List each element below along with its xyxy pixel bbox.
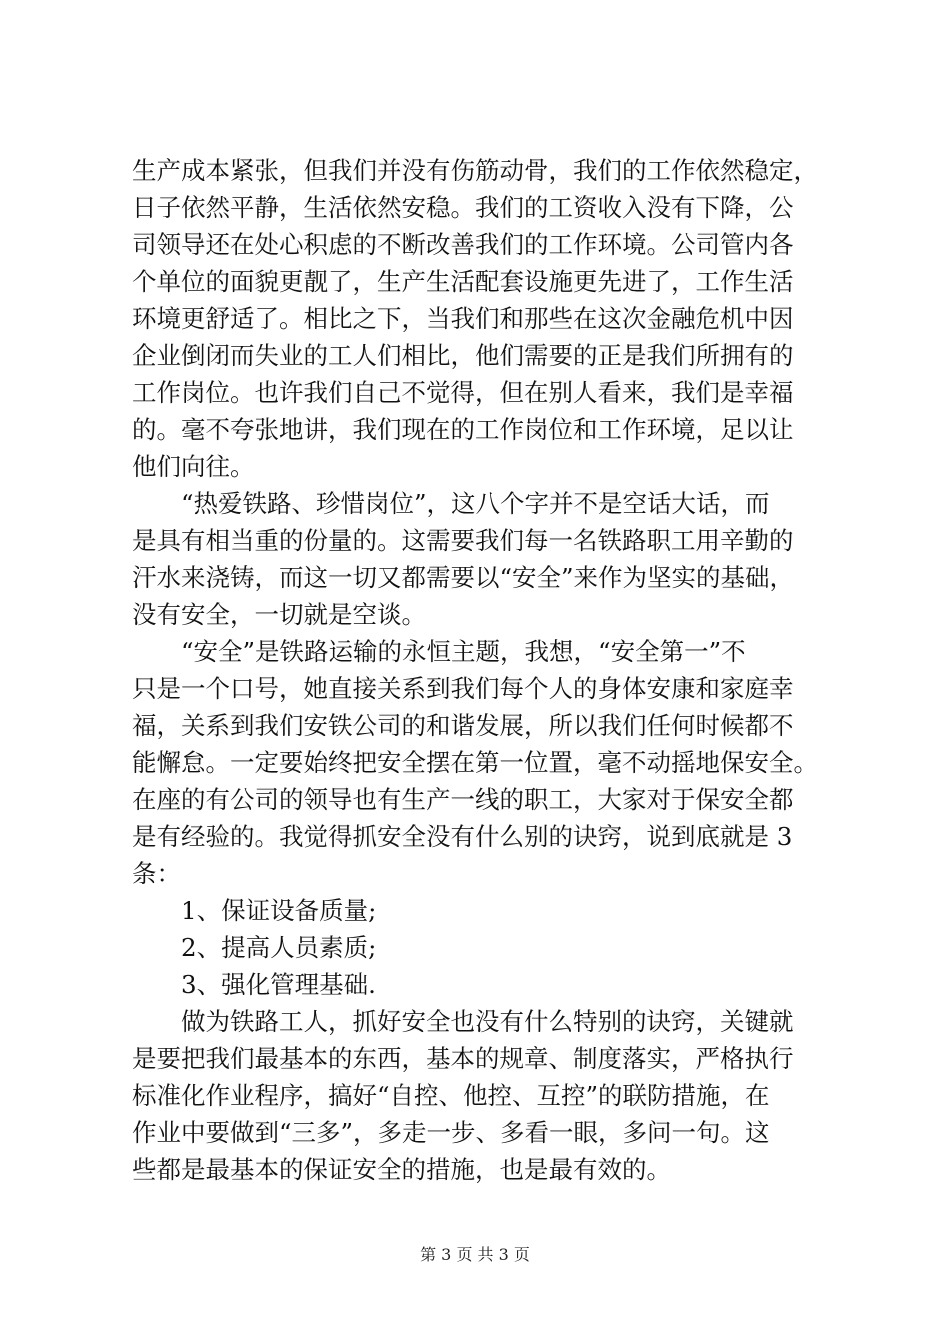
paragraph-start-line: “热爱铁路、珍惜岗位”，这八个字并不是空话大话，而 bbox=[181, 489, 770, 518]
text-line: 是有经验的。我觉得抓安全没有什么别的诀窍，说到底就是 3 bbox=[132, 822, 793, 851]
text-line: 没有安全，一切就是空谈。 bbox=[132, 600, 426, 629]
list-item: 1、保证设备质量; bbox=[181, 896, 377, 925]
text-line: 是具有相当重的份量的。这需要我们每一名铁路职工用辛勤的 bbox=[132, 526, 794, 555]
text-line: 作业中要做到“三多”，多走一步、多看一眼，多问一句。这 bbox=[132, 1118, 770, 1147]
text-line: 福，关系到我们安铁公司的和谐发展，所以我们任何时候都不 bbox=[132, 711, 794, 740]
text-line: 些都是最基本的保证安全的措施，也是最有效的。 bbox=[132, 1155, 671, 1184]
text-line: 个单位的面貌更靓了，生产生活配套设施更先进了，工作生活 bbox=[132, 267, 794, 296]
text-line: 他们向往。 bbox=[132, 452, 255, 481]
text-line: 司领导还在处心积虑的不断改善我们的工作环境。公司管内各 bbox=[132, 230, 794, 259]
document-body bbox=[132, 152, 852, 1188]
paragraph-start-line: “安全”是铁路运输的永恒主题，我想，“安全第一”不 bbox=[181, 637, 746, 666]
text-line: 只是一个口号，她直接关系到我们每个人的身体安康和家庭幸 bbox=[132, 674, 794, 703]
text-line: 企业倒闭而失业的工人们相比，他们需要的正是我们所拥有的 bbox=[132, 341, 794, 370]
text-line: 环境更舒适了。相比之下，当我们和那些在这次金融危机中因 bbox=[132, 304, 794, 333]
text-line: 标准化作业程序，搞好“自控、他控、互控”的联防措施，在 bbox=[132, 1081, 770, 1110]
text-line: 是要把我们最基本的东西，基本的规章、制度落实，严格执行 bbox=[132, 1044, 794, 1073]
text-line: 汗水来浇铸，而这一切又都需要以“安全”来作为坚实的基础， bbox=[132, 563, 795, 592]
text-line: 条： bbox=[132, 859, 181, 888]
list-item: 3、强化管理基础. bbox=[181, 970, 376, 999]
text-line: 在座的有公司的领导也有生产一线的职工，大家对于保安全都 bbox=[132, 785, 794, 814]
text-line: 日子依然平静，生活依然安稳。我们的工资收入没有下降，公 bbox=[132, 193, 794, 222]
text-line: 的。毫不夸张地讲，我们现在的工作岗位和工作环境，足以让 bbox=[132, 415, 794, 444]
text-line: 能懈怠。一定要始终把安全摆在第一位置，毫不动摇地保安全。 bbox=[132, 748, 818, 777]
text-line: 工作岗位。也许我们自己不觉得，但在别人看来，我们是幸福 bbox=[132, 378, 794, 407]
paragraph-start-line: 做为铁路工人，抓好安全也没有什么特别的诀窍，关键就 bbox=[181, 1007, 794, 1036]
list-item: 2、提高人员素质; bbox=[181, 933, 377, 962]
text-line: 生产成本紧张，但我们并没有伤筋动骨，我们的工作依然稳定， bbox=[132, 156, 818, 185]
page-number-footer: 第 3 页 共 3 页 bbox=[420, 1245, 530, 1264]
